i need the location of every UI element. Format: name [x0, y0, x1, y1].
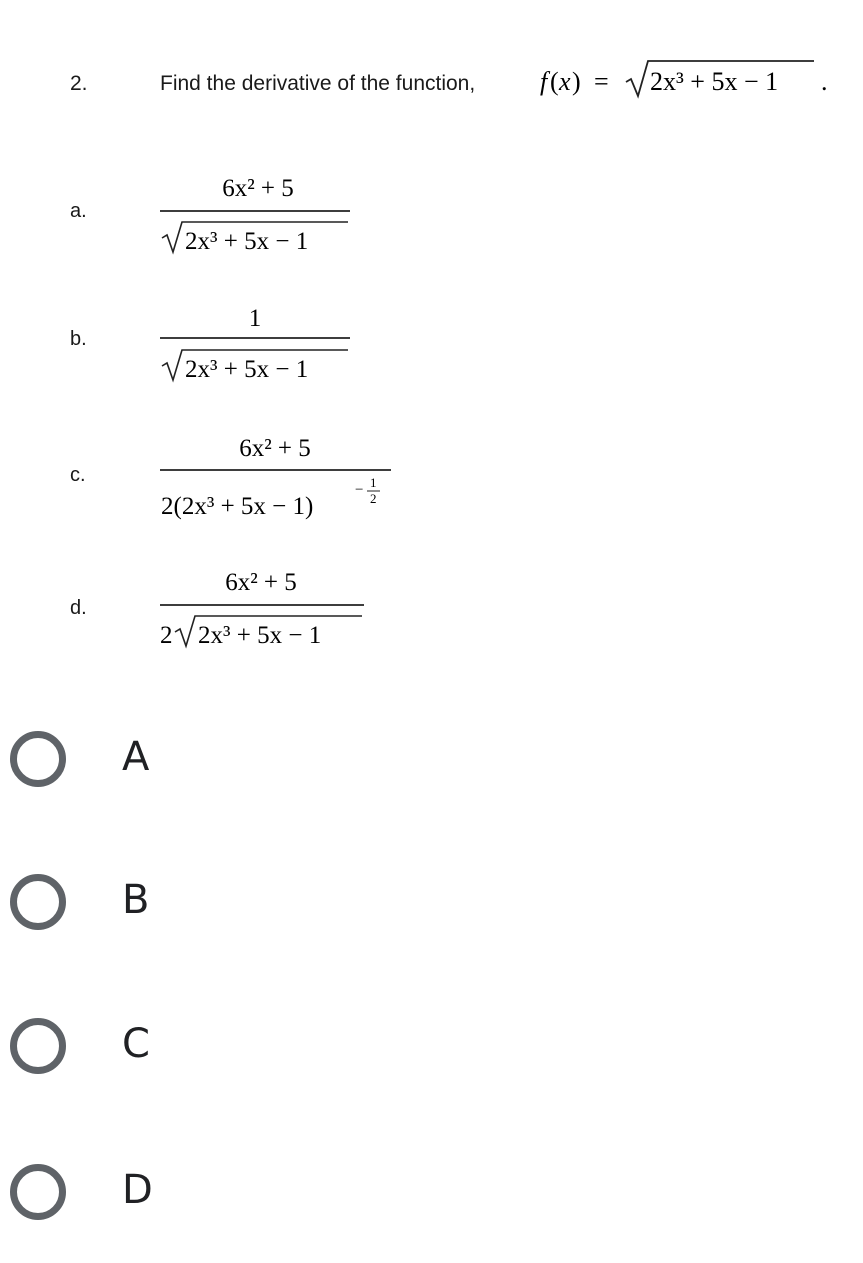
- choice-c-radio[interactable]: [10, 1018, 66, 1074]
- func-f: f: [540, 67, 548, 96]
- func-radicand: 2x³ + 5x − 1: [650, 67, 779, 96]
- option-d-denominator-prefix: 2: [160, 622, 173, 649]
- option-b-letter: b.: [70, 328, 87, 350]
- option-d-letter: d.: [70, 597, 87, 619]
- option-d-numerator: 6x² + 5: [225, 569, 297, 596]
- choice-c-label[interactable]: C: [122, 1021, 150, 1067]
- question-text: Find the derivative of the function,: [160, 72, 476, 95]
- option-a-formula: [158, 168, 358, 260]
- option-d-formula: [158, 562, 378, 658]
- func-x: x: [559, 67, 571, 96]
- question-function-formula: [538, 56, 848, 102]
- choice-d[interactable]: [0, 1147, 863, 1237]
- func-paren-close: ): [572, 67, 581, 96]
- choice-d-radio[interactable]: [10, 1164, 66, 1220]
- choice-a[interactable]: [0, 714, 863, 804]
- option-c-formula: [158, 428, 398, 524]
- option-b-denominator: 2x³ + 5x − 1: [185, 356, 309, 383]
- choice-b[interactable]: [0, 857, 863, 947]
- option-c-letter: c.: [70, 464, 86, 486]
- choice-d-label[interactable]: D: [122, 1167, 153, 1213]
- option-c-numerator: 6x² + 5: [239, 435, 311, 462]
- option-a-letter: a.: [70, 200, 87, 222]
- choice-b-radio[interactable]: [10, 874, 66, 930]
- func-paren-open: (: [550, 67, 559, 96]
- choice-a-radio[interactable]: [10, 731, 66, 787]
- option-b-numerator: 1: [248, 305, 262, 332]
- option-c-exponent-num: 1: [370, 475, 377, 490]
- choice-a-label[interactable]: A: [122, 734, 150, 780]
- option-a-numerator: 6x² + 5: [222, 175, 294, 202]
- func-trailing-period: .: [821, 67, 828, 96]
- choice-c[interactable]: [0, 1001, 863, 1091]
- option-a-denominator: 2x³ + 5x − 1: [185, 228, 309, 255]
- question-number: 2.: [70, 72, 88, 95]
- option-b-formula: [158, 298, 358, 390]
- option-c-exponent-minus: −: [355, 482, 364, 498]
- option-d-denominator: 2x³ + 5x − 1: [198, 622, 322, 649]
- option-c-denominator: 2(2x³ + 5x − 1): [161, 493, 314, 520]
- func-equals: =: [594, 67, 609, 96]
- choice-b-label[interactable]: B: [122, 877, 150, 923]
- option-c-exponent-den: 2: [370, 491, 377, 506]
